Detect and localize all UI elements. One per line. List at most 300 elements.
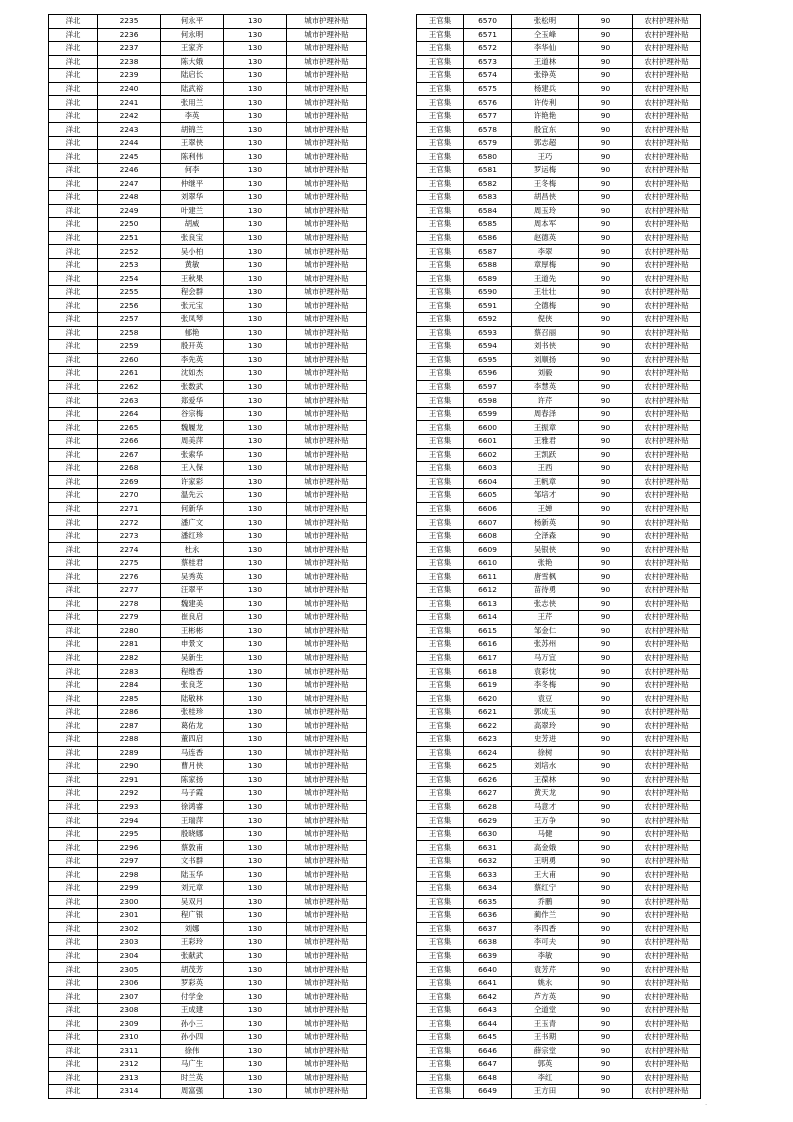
amount-cell: 130 [224,827,287,841]
table-row [417,854,701,868]
name-cell: 刘顺扬 [512,353,579,367]
name-cell: 王明勇 [512,854,579,868]
town-cell: 王官集 [417,841,464,855]
amount-cell: 90 [579,705,633,719]
number-cell: 6613 [464,597,512,611]
town-cell: 洋北 [49,462,98,476]
town-cell: 洋北 [49,732,98,746]
table-row [49,1031,367,1045]
table-row [417,909,701,923]
name-cell: 马子霞 [161,787,224,801]
town-cell: 洋北 [49,556,98,570]
name-cell: 李敏 [512,949,579,963]
amount-cell: 90 [579,475,633,489]
number-cell: 2255 [98,285,161,299]
town-cell: 洋北 [49,611,98,625]
amount-cell: 130 [224,651,287,665]
amount-cell: 130 [224,963,287,977]
name-cell: 薛宗堂 [512,1044,579,1058]
amount-cell: 130 [224,285,287,299]
name-cell: 崔良启 [161,611,224,625]
town-cell: 洋北 [49,42,98,56]
table-row [49,787,367,801]
type-cell: 城市护理补贴 [287,1085,367,1099]
name-cell: 王雅君 [512,434,579,448]
table-row [49,421,367,435]
number-cell: 2275 [98,556,161,570]
number-cell: 2250 [98,218,161,232]
number-cell: 2313 [98,1071,161,1085]
town-cell: 王官集 [417,28,464,42]
table-row [417,367,701,381]
number-cell: 2258 [98,326,161,340]
type-cell: 农村护理补贴 [633,1003,701,1017]
number-cell: 2285 [98,692,161,706]
table-row [417,82,701,96]
table-row [49,705,367,719]
table-row [417,123,701,137]
town-cell: 王官集 [417,245,464,259]
type-cell: 城市护理补贴 [287,407,367,421]
name-cell: 王婵 [512,502,579,516]
amount-cell: 130 [224,164,287,178]
amount-cell: 90 [579,692,633,706]
table-row [417,380,701,394]
town-cell: 洋北 [49,787,98,801]
table-row [417,882,701,896]
name-cell: 张凤琴 [161,313,224,327]
town-cell: 洋北 [49,583,98,597]
number-cell: 6615 [464,624,512,638]
number-cell: 6649 [464,1085,512,1099]
table-row [49,922,367,936]
type-cell: 农村护理补贴 [633,69,701,83]
name-cell: 徐树 [512,746,579,760]
number-cell: 2241 [98,96,161,110]
type-cell: 农村护理补贴 [633,326,701,340]
amount-cell: 90 [579,611,633,625]
type-cell: 农村护理补贴 [633,787,701,801]
number-cell: 2303 [98,936,161,950]
amount-cell: 90 [579,69,633,83]
name-cell: 许艳艳 [512,109,579,123]
town-cell: 洋北 [49,55,98,69]
table-row [417,204,701,218]
name-cell: 蔡红宁 [512,882,579,896]
table-row [417,732,701,746]
table-row [417,976,701,990]
town-cell: 洋北 [49,340,98,354]
number-cell: 6601 [464,434,512,448]
amount-cell: 90 [579,150,633,164]
amount-cell: 130 [224,909,287,923]
name-cell: 文书群 [161,854,224,868]
number-cell: 6646 [464,1044,512,1058]
table-row [417,787,701,801]
town-cell: 洋北 [49,448,98,462]
amount-cell: 130 [224,218,287,232]
amount-cell: 130 [224,1071,287,1085]
amount-cell: 130 [224,556,287,570]
table-row [417,1085,701,1099]
name-cell: 郭成玉 [512,705,579,719]
town-cell: 洋北 [49,516,98,530]
town-cell: 王官集 [417,882,464,896]
town-cell: 洋北 [49,841,98,855]
table-row [417,191,701,205]
type-cell: 城市护理补贴 [287,434,367,448]
town-cell: 王官集 [417,868,464,882]
table-row [49,258,367,272]
name-cell: 陈家扬 [161,773,224,787]
name-cell: 周春泽 [512,407,579,421]
town-cell: 洋北 [49,1031,98,1045]
type-cell: 城市护理补贴 [287,651,367,665]
amount-cell: 90 [579,42,633,56]
type-cell: 农村护理补贴 [633,895,701,909]
number-cell: 2295 [98,827,161,841]
table-row [417,963,701,977]
name-cell: 李红 [512,1071,579,1085]
amount-cell: 90 [579,394,633,408]
type-cell: 城市护理补贴 [287,936,367,950]
amount-cell: 90 [579,191,633,205]
type-cell: 城市护理补贴 [287,96,367,110]
name-cell: 黄敏 [161,258,224,272]
name-cell: 马连香 [161,746,224,760]
name-cell: 吴新生 [161,651,224,665]
town-cell: 王官集 [417,705,464,719]
number-cell: 6625 [464,760,512,774]
type-cell: 农村护理补贴 [633,55,701,69]
number-cell: 2309 [98,1017,161,1031]
amount-cell: 90 [579,380,633,394]
type-cell: 城市护理补贴 [287,990,367,1004]
amount-cell: 130 [224,732,287,746]
amount-cell: 90 [579,285,633,299]
name-cell: 叶建兰 [161,204,224,218]
number-cell: 2304 [98,949,161,963]
town-cell: 洋北 [49,136,98,150]
type-cell: 城市护理补贴 [287,624,367,638]
type-cell: 城市护理补贴 [287,136,367,150]
table-row [417,868,701,882]
table-row [417,570,701,584]
amount-cell: 130 [224,1085,287,1099]
amount-cell: 130 [224,787,287,801]
table-row [49,678,367,692]
type-cell: 城市护理补贴 [287,326,367,340]
table-row [49,407,367,421]
name-cell: 刘元章 [161,882,224,896]
number-cell: 6619 [464,678,512,692]
number-cell: 2246 [98,164,161,178]
amount-cell: 90 [579,258,633,272]
amount-cell: 90 [579,814,633,828]
amount-cell: 130 [224,380,287,394]
number-cell: 2251 [98,231,161,245]
number-cell: 2243 [98,123,161,137]
type-cell: 城市护理补贴 [287,800,367,814]
table-row [417,448,701,462]
number-cell: 2291 [98,773,161,787]
type-cell: 城市护理补贴 [287,841,367,855]
number-cell: 6590 [464,285,512,299]
type-cell: 农村护理补贴 [633,1017,701,1031]
number-cell: 6636 [464,909,512,923]
amount-cell: 90 [579,529,633,543]
amount-cell: 130 [224,868,287,882]
number-cell: 6611 [464,570,512,584]
name-cell: 蔡桂君 [161,556,224,570]
amount-cell: 130 [224,638,287,652]
table-row [417,42,701,56]
number-cell: 2245 [98,150,161,164]
town-cell: 洋北 [49,1085,98,1099]
table-row [49,502,367,516]
number-cell: 6592 [464,313,512,327]
amount-cell: 130 [224,69,287,83]
type-cell: 城市护理补贴 [287,15,367,29]
amount-cell: 130 [224,949,287,963]
type-cell: 城市护理补贴 [287,746,367,760]
table-row [417,841,701,855]
type-cell: 城市护理补贴 [287,475,367,489]
number-cell: 6621 [464,705,512,719]
table-row [49,15,367,29]
town-cell: 王官集 [417,380,464,394]
number-cell: 6585 [464,218,512,232]
town-cell: 洋北 [49,922,98,936]
number-cell: 6605 [464,489,512,503]
type-cell: 农村护理补贴 [633,231,701,245]
name-cell: 王玉青 [512,1017,579,1031]
type-cell: 城市护理补贴 [287,665,367,679]
type-cell: 农村护理补贴 [633,692,701,706]
amount-cell: 130 [224,611,287,625]
left-table-body [49,15,367,1099]
table-row [49,583,367,597]
amount-cell: 130 [224,42,287,56]
town-cell: 洋北 [49,882,98,896]
town-cell: 洋北 [49,69,98,83]
type-cell: 农村护理补贴 [633,380,701,394]
town-cell: 洋北 [49,949,98,963]
table-row [417,597,701,611]
town-cell: 洋北 [49,529,98,543]
number-cell: 2259 [98,340,161,354]
town-cell: 洋北 [49,313,98,327]
type-cell: 城市护理补贴 [287,638,367,652]
amount-cell: 130 [224,367,287,381]
town-cell: 洋北 [49,28,98,42]
type-cell: 农村护理补贴 [633,353,701,367]
table-row [49,245,367,259]
name-cell: 董四启 [161,732,224,746]
town-cell: 王官集 [417,976,464,990]
name-cell: 吴小柏 [161,245,224,259]
number-cell: 2271 [98,502,161,516]
name-cell: 王瑞萍 [161,814,224,828]
type-cell: 农村护理补贴 [633,109,701,123]
type-cell: 城市护理补贴 [287,719,367,733]
amount-cell: 130 [224,814,287,828]
amount-cell: 130 [224,55,287,69]
name-cell: 李华仙 [512,42,579,56]
amount-cell: 130 [224,936,287,950]
number-cell: 2310 [98,1031,161,1045]
number-cell: 2302 [98,922,161,936]
name-cell: 马意才 [512,800,579,814]
type-cell: 农村护理补贴 [633,868,701,882]
type-cell: 城市护理补贴 [287,949,367,963]
table-row [417,218,701,232]
name-cell: 王方田 [512,1085,579,1099]
table-row [49,326,367,340]
name-cell: 程广银 [161,909,224,923]
town-cell: 王官集 [417,231,464,245]
number-cell: 6595 [464,353,512,367]
number-cell: 6630 [464,827,512,841]
number-cell: 2235 [98,15,161,29]
town-cell: 王官集 [417,760,464,774]
name-cell: 罗运梅 [512,164,579,178]
type-cell: 农村护理补贴 [633,909,701,923]
name-cell: 周富强 [161,1085,224,1099]
town-cell: 洋北 [49,1017,98,1031]
amount-cell: 90 [579,96,633,110]
number-cell: 6573 [464,55,512,69]
amount-cell: 130 [224,854,287,868]
amount-cell: 130 [224,421,287,435]
number-cell: 6603 [464,462,512,476]
table-row [49,367,367,381]
name-cell: 蔡召丽 [512,326,579,340]
table-row [417,231,701,245]
type-cell: 农村护理补贴 [633,543,701,557]
name-cell: 王壮壮 [512,285,579,299]
town-cell: 王官集 [417,611,464,625]
number-cell: 2249 [98,204,161,218]
type-cell: 城市护理补贴 [287,529,367,543]
town-cell: 洋北 [49,394,98,408]
town-cell: 王官集 [417,678,464,692]
name-cell: 张索华 [161,448,224,462]
type-cell: 城市护理补贴 [287,299,367,313]
table-row [49,164,367,178]
table-row [417,543,701,557]
town-cell: 王官集 [417,489,464,503]
town-cell: 王官集 [417,827,464,841]
table-row [49,814,367,828]
number-cell: 6645 [464,1031,512,1045]
type-cell: 城市护理补贴 [287,814,367,828]
name-cell: 王道先 [512,272,579,286]
name-cell: 姚永 [512,976,579,990]
town-cell: 王官集 [417,1071,464,1085]
number-cell: 6587 [464,245,512,259]
number-cell: 6575 [464,82,512,96]
number-cell: 6574 [464,69,512,83]
number-cell: 6589 [464,272,512,286]
table-row [49,800,367,814]
amount-cell: 90 [579,218,633,232]
number-cell: 6581 [464,164,512,178]
amount-cell: 90 [579,1058,633,1072]
number-cell: 2256 [98,299,161,313]
number-cell: 2273 [98,529,161,543]
name-cell: 陆启长 [161,69,224,83]
table-row [49,976,367,990]
name-cell: 王翠侠 [161,136,224,150]
amount-cell: 90 [579,787,633,801]
amount-cell: 90 [579,719,633,733]
amount-cell: 130 [224,678,287,692]
amount-cell: 90 [579,82,633,96]
name-cell: 徐伟 [161,1044,224,1058]
town-cell: 王官集 [417,1058,464,1072]
amount-cell: 90 [579,502,633,516]
name-cell: 李英 [161,109,224,123]
town-cell: 王官集 [417,516,464,530]
name-cell: 仲继平 [161,177,224,191]
number-cell: 2311 [98,1044,161,1058]
type-cell: 城市护理补贴 [287,204,367,218]
amount-cell: 90 [579,136,633,150]
town-cell: 洋北 [49,204,98,218]
table-row [417,1058,701,1072]
table-row [417,1044,701,1058]
number-cell: 6596 [464,367,512,381]
name-cell: 李四香 [512,922,579,936]
type-cell: 城市护理补贴 [287,909,367,923]
type-cell: 农村护理补贴 [633,340,701,354]
number-cell: 2288 [98,732,161,746]
town-cell: 王官集 [417,624,464,638]
table-row [49,1085,367,1099]
town-cell: 洋北 [49,963,98,977]
type-cell: 城市护理补贴 [287,611,367,625]
table-row [417,936,701,950]
type-cell: 农村护理补贴 [633,191,701,205]
name-cell: 袁豆 [512,692,579,706]
number-cell: 6634 [464,882,512,896]
name-cell: 郁艳 [161,326,224,340]
amount-cell: 130 [224,597,287,611]
amount-cell: 90 [579,28,633,42]
town-cell: 洋北 [49,231,98,245]
town-cell: 王官集 [417,407,464,421]
type-cell: 城市护理补贴 [287,570,367,584]
number-cell: 2305 [98,963,161,977]
type-cell: 城市护理补贴 [287,963,367,977]
amount-cell: 130 [224,800,287,814]
number-cell: 6576 [464,96,512,110]
name-cell: 潘广文 [161,516,224,530]
amount-cell: 90 [579,773,633,787]
name-cell: 王成建 [161,1003,224,1017]
town-cell: 洋北 [49,854,98,868]
right-table-body [417,15,701,1099]
amount-cell: 130 [224,665,287,679]
table-row [49,231,367,245]
table-row [49,854,367,868]
number-cell: 6635 [464,895,512,909]
amount-cell: 130 [224,245,287,259]
number-cell: 2300 [98,895,161,909]
number-cell: 6580 [464,150,512,164]
town-cell: 王官集 [417,583,464,597]
